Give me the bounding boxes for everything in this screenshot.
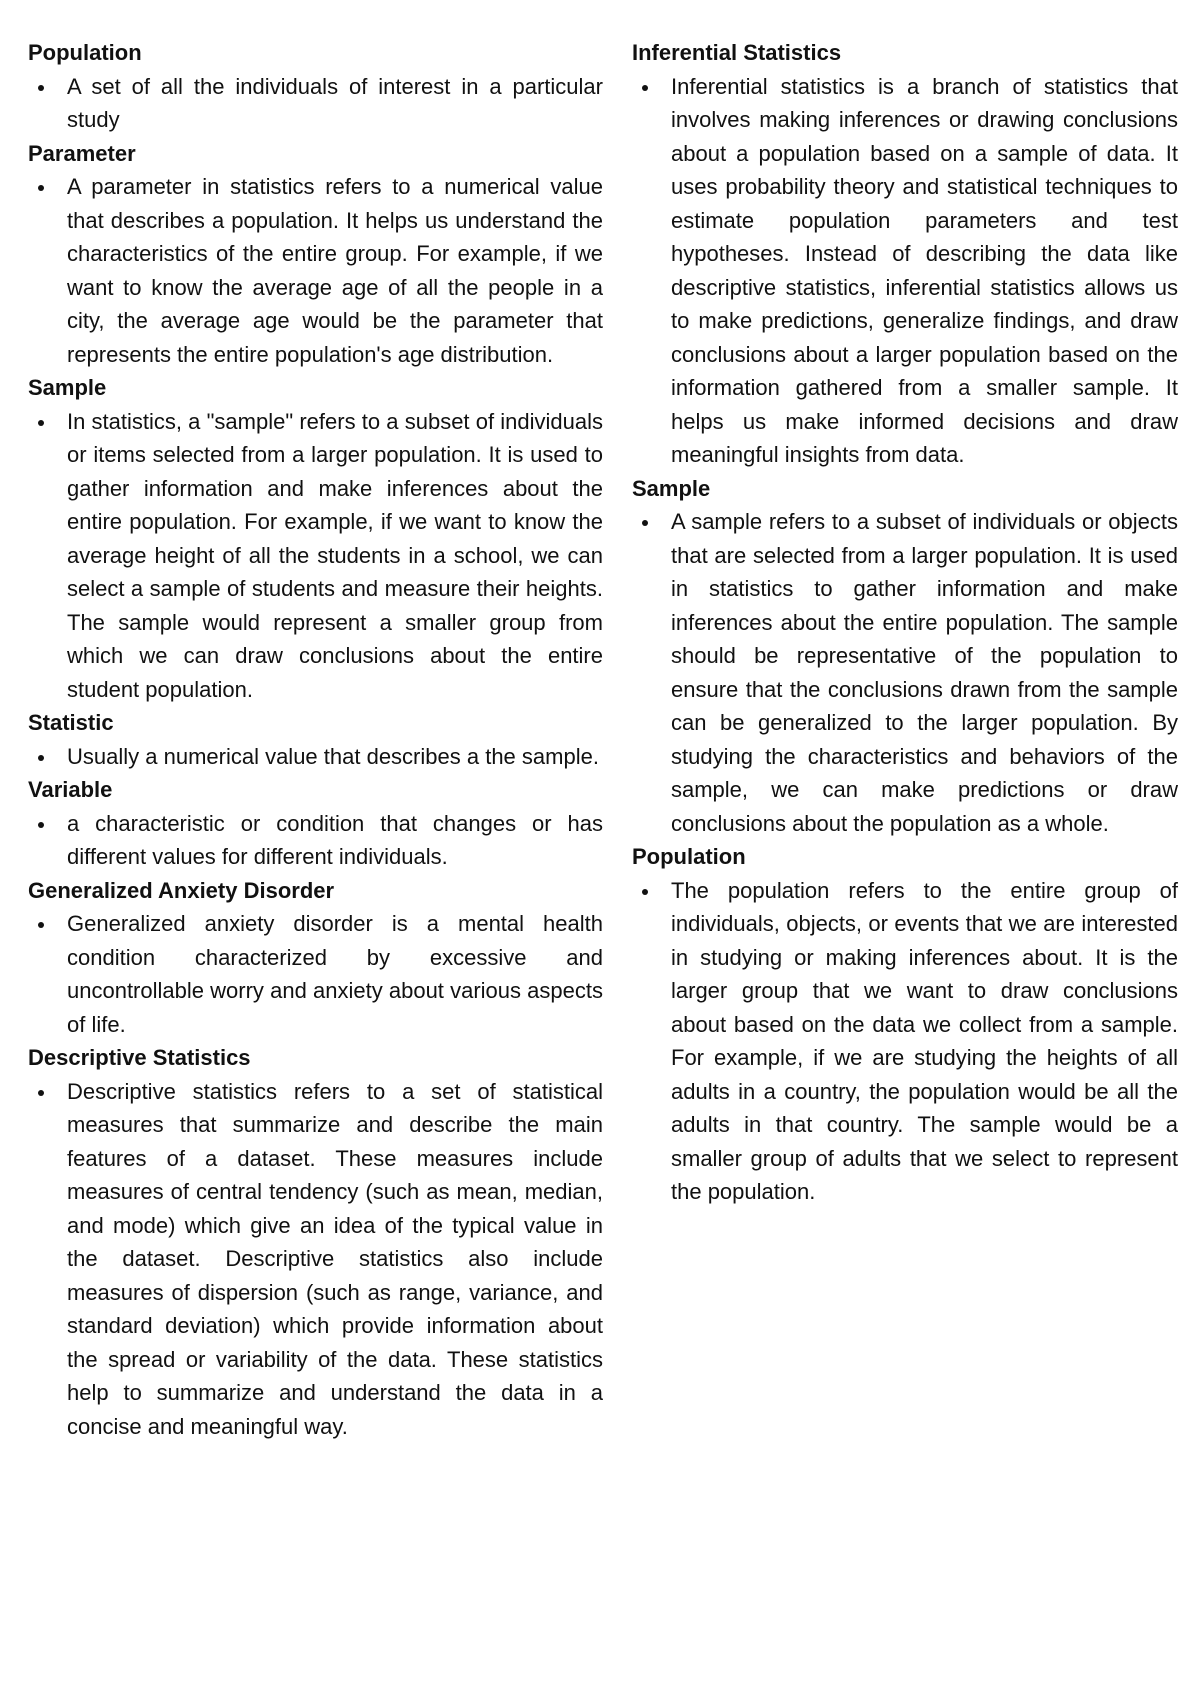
- term-heading: Sample: [28, 375, 107, 400]
- definition-bullet: Generalized anxiety disorder is a mental health condition characterized by excessive and uncontrollable worry and anxiety about various aspects of life.: [28, 907, 603, 1041]
- definition-bullet: In statistics, a "sample" refers to a subset of individuals or items selected from a larger population. It is used to gather information and make inferences about the entire population. For example, if we want to know the average height of all the students in a school, we can select a sample of students and measure their heights. The sample would represent a smaller group from which we can draw conclusions about the entire student population.: [28, 405, 603, 707]
- term-heading: Generalized Anxiety Disorder: [28, 877, 335, 903]
- term-heading: Sample: [632, 475, 711, 501]
- left-column: [28, 36, 603, 1443]
- term-heading: Population: [28, 40, 142, 65]
- term-heading: Variable: [28, 777, 113, 802]
- definition-bullet: Descriptive statistics refers to a set of statistical measures that summarize and describe the main features of a dataset. These measures include measures of central tendency (such as mean, median, and mode) which give an idea of the typical value in the dataset. Descriptive statistics also include measures of dispersion (such as range, variance, and standard deviation) which provide information about the spread or variability of the data. These statistics help to summarize and understand the data in a concise and meaningful way.: [28, 1075, 603, 1444]
- definition-bullet: A parameter in statistics refers to a numerical value that describes a population. It helps us understand the characteristics of the entire group. For example, if we want to know the average age of all the people in a city, the average age would be the parameter that represents the entire population's age distribution.: [28, 170, 603, 371]
- definition-bullet: The population refers to the entire group of individuals, objects, or events that we are interested in studying or making inferences about. It is the larger group that we want to draw conclusions about based on the data we collect from a sample. For example, if we are studying the heights of all adults in a country, the population would be all the adults in that country. The sample would be a smaller group of adults that we select to represent the population.: [632, 874, 1178, 1209]
- definition-bullet: A set of all the individuals of interest in a particular study: [28, 70, 603, 137]
- term-heading: Descriptive Statistics: [28, 1045, 251, 1070]
- term-heading: Statistic: [28, 710, 114, 735]
- definition-bullet: Usually a numerical value that describes a the sample.: [28, 740, 603, 774]
- definition-bullet: a characteristic or condition that changes or has different values for different individuals.: [28, 807, 603, 874]
- term-heading: Population: [632, 844, 746, 869]
- term-heading: Parameter: [28, 140, 136, 166]
- term-heading: Inferential Statistics: [632, 40, 842, 65]
- definition-bullet: A sample refers to a subset of individuals or objects that are selected from a larger population. It is used in statistics to gather information and make inferences about the entire population. The sample should be representative of the population to ensure that the conclusions drawn from the sample can be generalized to the larger population. By studying the characteristics and behaviors of the sample, we can make predictions or draw conclusions about the population as a whole.: [632, 505, 1178, 840]
- definition-bullet: Inferential statistics is a branch of statistics that involves making inferences or drawing conclusions about a population based on a sample of data. It uses probability theory and statistical techniques to estimate population parameters and test hypotheses. Instead of describing the data like descriptive statistics, inferential statistics allows us to make predictions, generalize findings, and draw conclusions about a larger population based on the information gathered from a smaller sample. It helps us make informed decisions and draw meaningful insights from data.: [632, 70, 1178, 472]
- right-column: [632, 36, 1178, 1209]
